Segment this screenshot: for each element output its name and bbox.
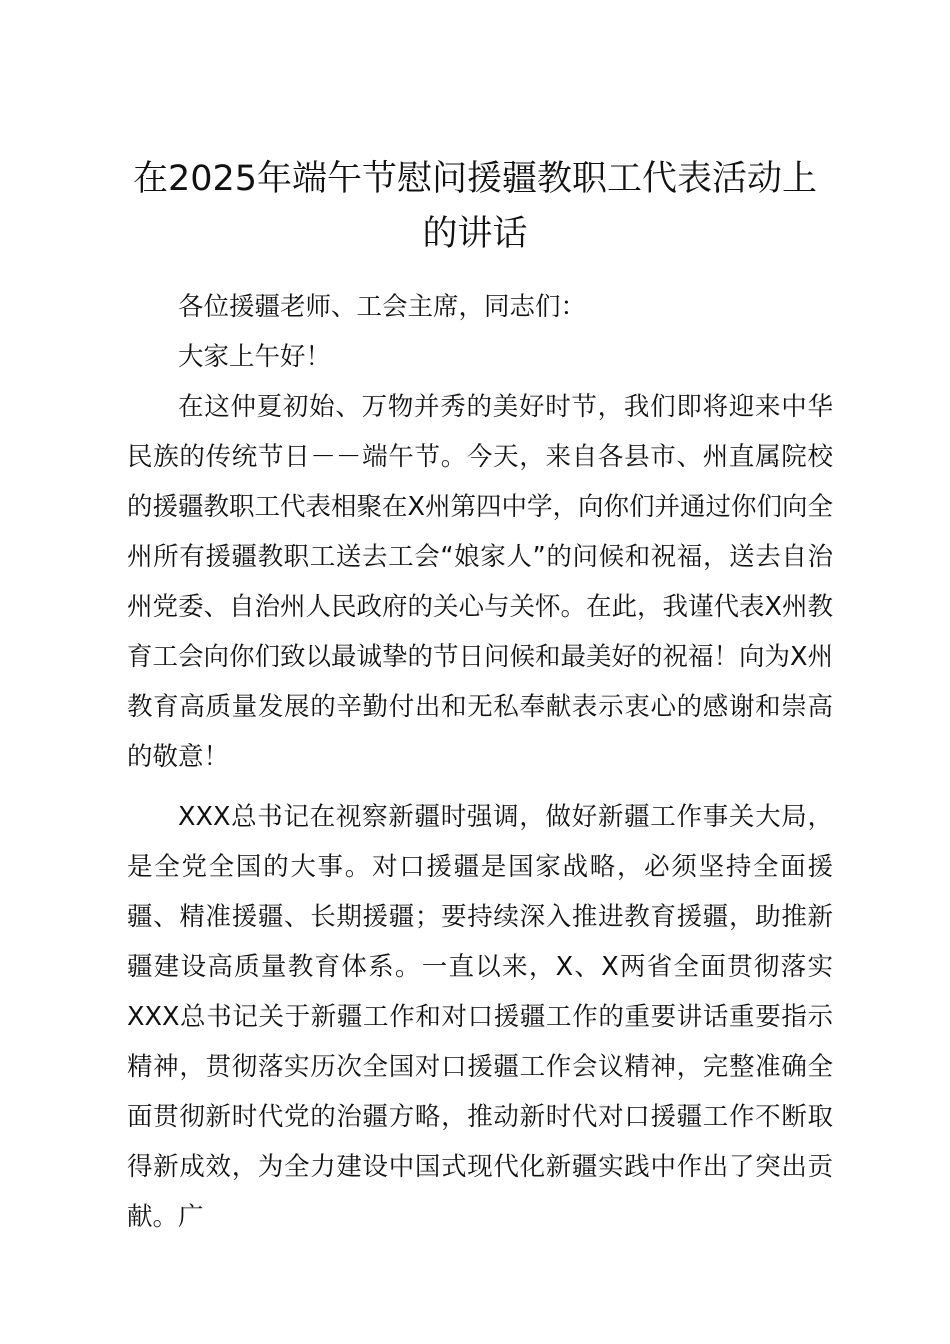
document-body xyxy=(127,282,833,1242)
salutation: 各位援疆老师、工会主席，同志们： xyxy=(178,292,587,322)
body-paragraph: 在这仲夏初始、万物并秀的美好时节，我们即将迎来中华民族的传统节日－－端午节。今天，来自各县市、州直属院校的援疆教职工代表相聚在X州第四中学，向你们并通过你们向全州所有援疆教职工送去工会“娘家人”的问候和祝福，送去自治州党委、自治州人民政府的关心与关怀。在此，我谨代表X州教育工会向你们致以最诚挚的节日问候和最美好的祝福！向为X州教育高质量发展的辛勤付出和无私奉献表示衷心的感谢和崇高的敬意！ xyxy=(127,392,833,772)
document-title: 在2025年端午节慰问援疆教职工代表活动上的讲话 xyxy=(132,159,818,254)
greeting: 大家上午好！ xyxy=(178,342,332,372)
body-paragraph: XXX总书记在视察新疆时强调，做好新疆工作事关大局，是全党全国的大事。对口援疆是国家战略，必须坚持全面援疆、精准援疆、长期援疆；要持续深入推进教育援疆，助推新疆建设高质量教育体系。一直以来，X、X两省全面贯彻落实XXX总书记关于新疆工作和对口援疆工作的重要讲话重要指示精神，贯彻落实历次全国对口援疆工作会议精神，完整准确全面贯彻新时代党的治疆方略，推动新时代对口援疆工作不断取得新成效，为全力建设中国式现代化新疆实践中作出了突出贡献。广 xyxy=(127,802,833,1232)
